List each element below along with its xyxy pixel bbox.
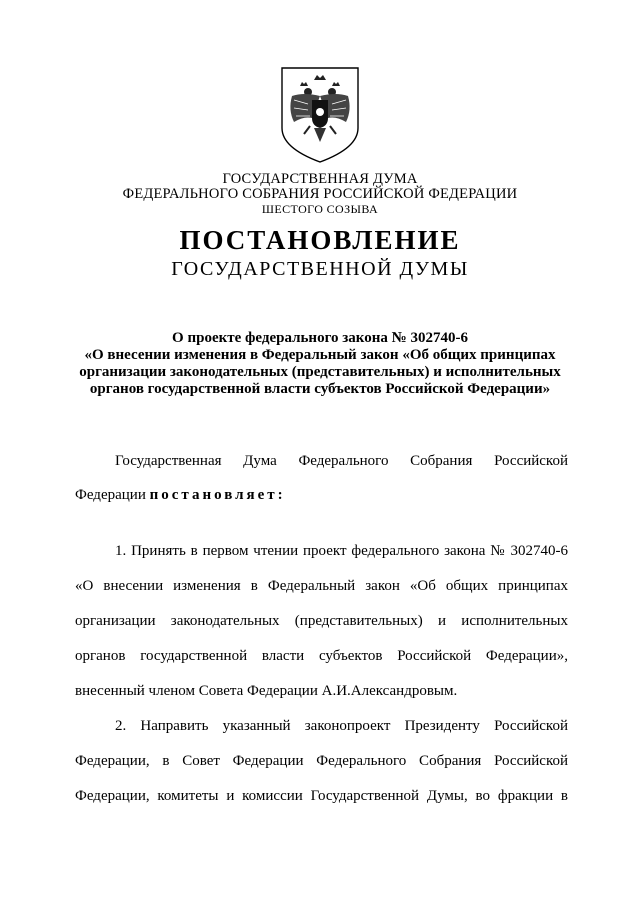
paragraph-1-line: организации законодательных (представительных) и исполнительных (75, 613, 568, 629)
title-line: органов государственной власти субъектов Российской Федерации» (89, 381, 551, 397)
preamble-text: Федерации (75, 487, 150, 503)
header-line-convocation: ШЕСТОГО СОЗЫВА (261, 202, 379, 216)
header-line-assembly: ФЕДЕРАЛЬНОГО СОБРАНИЯ РОССИЙСКОЙ ФЕДЕРАЦИИ (122, 186, 518, 202)
preamble-line (75, 485, 568, 505)
paragraph-1-line: органов государственной власти субъектов Российской Федерации», (75, 648, 568, 664)
paragraph-2-line: Федерации, в Совет Федерации Федерального Собрания Российской (75, 753, 568, 769)
resolution-title (60, 330, 580, 398)
paragraph-1-line: 1. Принять в первом чтении проект федерального закона № 302740-6 (115, 543, 568, 559)
preamble-line: Государственная Дума Федерального Собрания Российской (115, 453, 568, 469)
title-line: О проекте федерального закона № 302740-6 (172, 330, 468, 346)
coat-of-arms-emblem (278, 66, 362, 164)
paragraph-1-line: внесенный членом Совета Федерации А.И.Александровым. (75, 683, 458, 699)
paragraph-2-line: 2. Направить указанный законопроект Президенту Российской (115, 718, 568, 734)
paragraph-1-line: «О внесении изменения в Федеральный закон «Об общих принципах (75, 578, 568, 594)
title-line: «О внесении изменения в Федеральный закон «Об общих принципах (84, 347, 556, 363)
decree-verb: постановляет: (149, 487, 286, 503)
title-line: организации законодательных (представительных) и исполнительных (79, 364, 561, 380)
header-line-duma: ГОСУДАРСТВЕННАЯ ДУМА (222, 171, 418, 187)
document-issuer-heading: ГОСУДАРСТВЕННОЙ ДУМЫ (171, 258, 469, 280)
paragraph-2-line: Федерации, комитеты и комиссии Государственной Думы, во фракции в (75, 788, 568, 804)
document-type-heading: ПОСТАНОВЛЕНИЕ (179, 225, 461, 255)
